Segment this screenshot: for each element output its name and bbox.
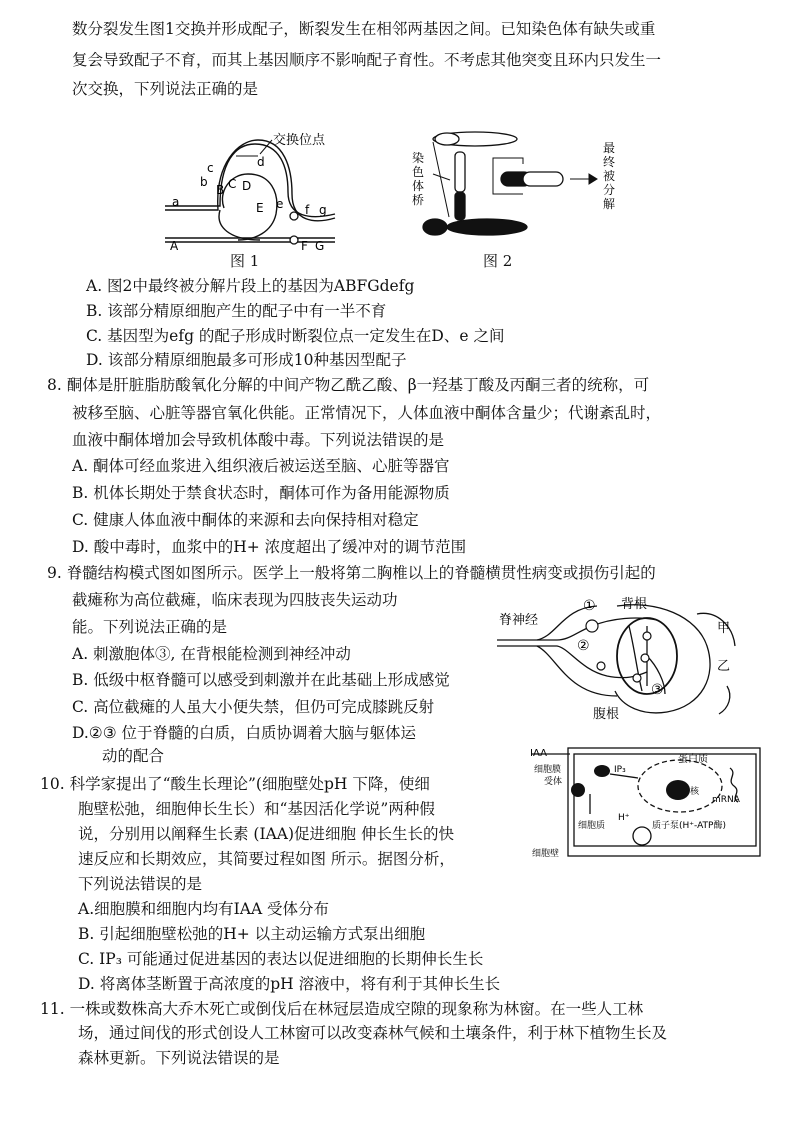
label-1: ① xyxy=(583,598,596,614)
q11-stem-line-2: 场，通过间伐的形式创设人工林窗可以改变森林气候和土壤条件，利于林下植物生长及 xyxy=(78,1024,668,1042)
fig2-bridge-char-3: 体 xyxy=(412,179,425,193)
fig2-bridge-char-2: 色 xyxy=(412,165,425,179)
q10-stem-line-4: 速反应和长期效应，其简要过程如图 所示。据图分析， xyxy=(78,850,455,868)
gene-d: d xyxy=(257,155,265,169)
gene-E: E xyxy=(256,201,264,215)
figure-2-caption: 图 2 xyxy=(483,252,513,270)
label-3: ③ xyxy=(651,682,664,698)
q9-option-d: D.②③ 位于脊髓的白质，白质协调着大脑与躯体运 xyxy=(72,724,417,742)
q8-stem-line-2: 被移至脑、心脏等器官氧化供能。正常情况下，人体血液中酮体含量少；代谢紊乱时， xyxy=(72,404,662,422)
figure-1-chromosome-loop xyxy=(160,122,340,252)
spinal-nerve-label: 脊神经 xyxy=(499,613,539,628)
fig2-final-char-3: 被 xyxy=(603,169,616,183)
gene-D: D xyxy=(242,179,252,193)
receptor-label: 受体 xyxy=(544,777,563,787)
mrna-label: mRNA xyxy=(712,795,740,805)
q10-stem-line-5: 下列说法错误的是 xyxy=(78,875,203,893)
pump-label: 质子泵(H⁺-ATP酶) xyxy=(652,821,726,831)
ip3-label: IP₃ xyxy=(614,765,626,775)
q9-option-c: C. 高位截瘫的人虽大小便失禁，但仍可完成膝跳反射 xyxy=(72,698,435,716)
gene-A: A xyxy=(170,239,179,252)
gene-C: C xyxy=(228,177,237,191)
q7-stem-line-2: 复会导致配子不育，而其上基因顺序不影响配子育性。不考虑其他突变且环内只发生一 xyxy=(72,51,662,69)
q10-option-b: B. 引起细胞壁松弛的H+ 以主动运输方式泵出细胞 xyxy=(78,925,426,943)
q7-option-c: C. 基因型为efg 的配子形成时断裂位点一定发生在D、e 之间 xyxy=(86,327,505,345)
ventral-root-label: 腹根 xyxy=(593,707,620,722)
gene-G: G xyxy=(315,239,325,252)
figure-2-chromosome-bridge xyxy=(405,122,625,252)
q7-stem-line-1: 数分裂发生图1交换并形成配子，断裂发生在相邻两基因之间。已知染色体有缺失或重 xyxy=(72,20,656,38)
gene-g: g xyxy=(319,203,327,217)
hplus-label: H⁺ xyxy=(618,813,630,823)
gene-a: a xyxy=(172,195,180,209)
q9-option-b: B. 低级中枢脊髓可以感受到刺激并在此基础上形成感觉 xyxy=(72,671,450,689)
q9-option-d-cont: 动的配合 xyxy=(102,747,165,765)
gene-F: F xyxy=(301,239,308,252)
q9-stem-line-3: 能。下列说法正确的是 xyxy=(72,618,228,636)
q11-stem-line-1: 11. 一株或数株高大乔木死亡或倒伐后在林冠层造成空隙的现象称为林窗。在一些人工林 xyxy=(40,1000,644,1018)
q8-stem-line-3: 血液中酮体增加会导致机体酸中毒。下列说法错误的是 xyxy=(72,431,445,449)
figure-spinal-cord xyxy=(497,596,737,726)
q11-stem-line-3: 森林更新。下列说法错误的是 xyxy=(78,1049,280,1067)
dorsal-root-label: 背根 xyxy=(621,597,648,612)
q8-option-b: B. 机体长期处于禁食状态时，酮体可作为备用能源物质 xyxy=(72,484,450,502)
iaa-label: IAA xyxy=(530,748,547,759)
gene-b: b xyxy=(200,175,208,189)
nucleus-label: 核 xyxy=(690,787,700,797)
q8-option-a: A. 酮体可经血浆进入组织液后被运送至脑、心脏等器官 xyxy=(72,457,450,475)
gene-e: e xyxy=(276,197,284,211)
q10-option-c: C. IP₃ 可能通过促进基因的表达以促进细胞的长期伸长生长 xyxy=(78,950,484,968)
cytoplasm-label: 细胞质 xyxy=(578,821,606,831)
wall-label: 细胞壁 xyxy=(532,849,560,859)
q7-option-b: B. 该部分精原细胞产生的配子中有一半不育 xyxy=(86,302,387,320)
gene-f: f xyxy=(305,203,310,217)
q10-stem-line-1: 10. 科学家提出了“酸生长理论”(细胞壁处pH 下降，使细 xyxy=(40,775,430,793)
q7-option-a: A. 图2中最终被分解片段上的基因为ABFGdefg xyxy=(86,277,415,295)
label-2: ② xyxy=(577,638,590,654)
q8-option-c: C. 健康人体血液中酮体的来源和去向保持相对稳定 xyxy=(72,511,419,529)
q9-stem-line-1: 9. 脊髓结构模式图如图所示。医学上一般将第二胸椎以上的脊髓横贯性病变或损伤引起的 xyxy=(47,564,656,582)
q10-stem-line-2: 胞壁松弛，细胞伸长生长）和“基因活化学说”两种假 xyxy=(78,800,435,818)
q8-stem-line-1: 8. 酮体是肝脏脂肪酸氧化分解的中间产物乙酰乙酸、β一羟基丁酸及丙酮三者的统称，可 xyxy=(47,376,650,394)
q7-option-d: D. 该部分精原细胞最多可形成10种基因型配子 xyxy=(86,351,407,369)
label-yi: 乙 xyxy=(717,659,731,674)
figure-1-caption: 图 1 xyxy=(230,252,260,270)
fig2-bridge-char-1: 染 xyxy=(412,151,425,165)
fig2-final-char-1: 最 xyxy=(603,141,616,155)
q10-option-d: D. 将离体茎断置于高浓度的pH 溶液中，将有利于其伸长生长 xyxy=(78,975,501,993)
label-jia: 甲 xyxy=(717,621,731,636)
q10-option-a: A.细胞膜和细胞内均有IAA 受体分布 xyxy=(78,900,330,918)
fig2-final-char-4: 分 xyxy=(603,183,616,197)
fig1-crossover-label: 交换位点 xyxy=(273,133,326,148)
q9-option-a: A. 刺激胞体③, 在背根能检测到神经冲动 xyxy=(72,645,351,663)
protein-label: 蛋白质 xyxy=(678,754,708,765)
q10-stem-line-3: 说，分别用以阐释生长素 (IAA)促进细胞 伸长生长的快 xyxy=(78,825,454,843)
q9-stem-line-2: 截瘫称为高位截瘫，临床表现为四肢丧失运动功 xyxy=(72,591,398,609)
figure-iaa-mechanism xyxy=(530,744,775,864)
fig2-final-char-5: 解 xyxy=(603,197,616,211)
q8-option-d: D. 酸中毒时，血浆中的H+ 浓度超出了缓冲对的调节范围 xyxy=(72,538,467,556)
gene-c: c xyxy=(207,161,214,175)
fig2-bridge-char-4: 桥 xyxy=(412,193,425,207)
membrane-label: 细胞膜 xyxy=(534,765,562,775)
q7-stem-line-3: 次交换，下列说法正确的是 xyxy=(72,80,259,98)
fig2-final-char-2: 终 xyxy=(603,155,616,169)
gene-B: B xyxy=(216,183,225,197)
